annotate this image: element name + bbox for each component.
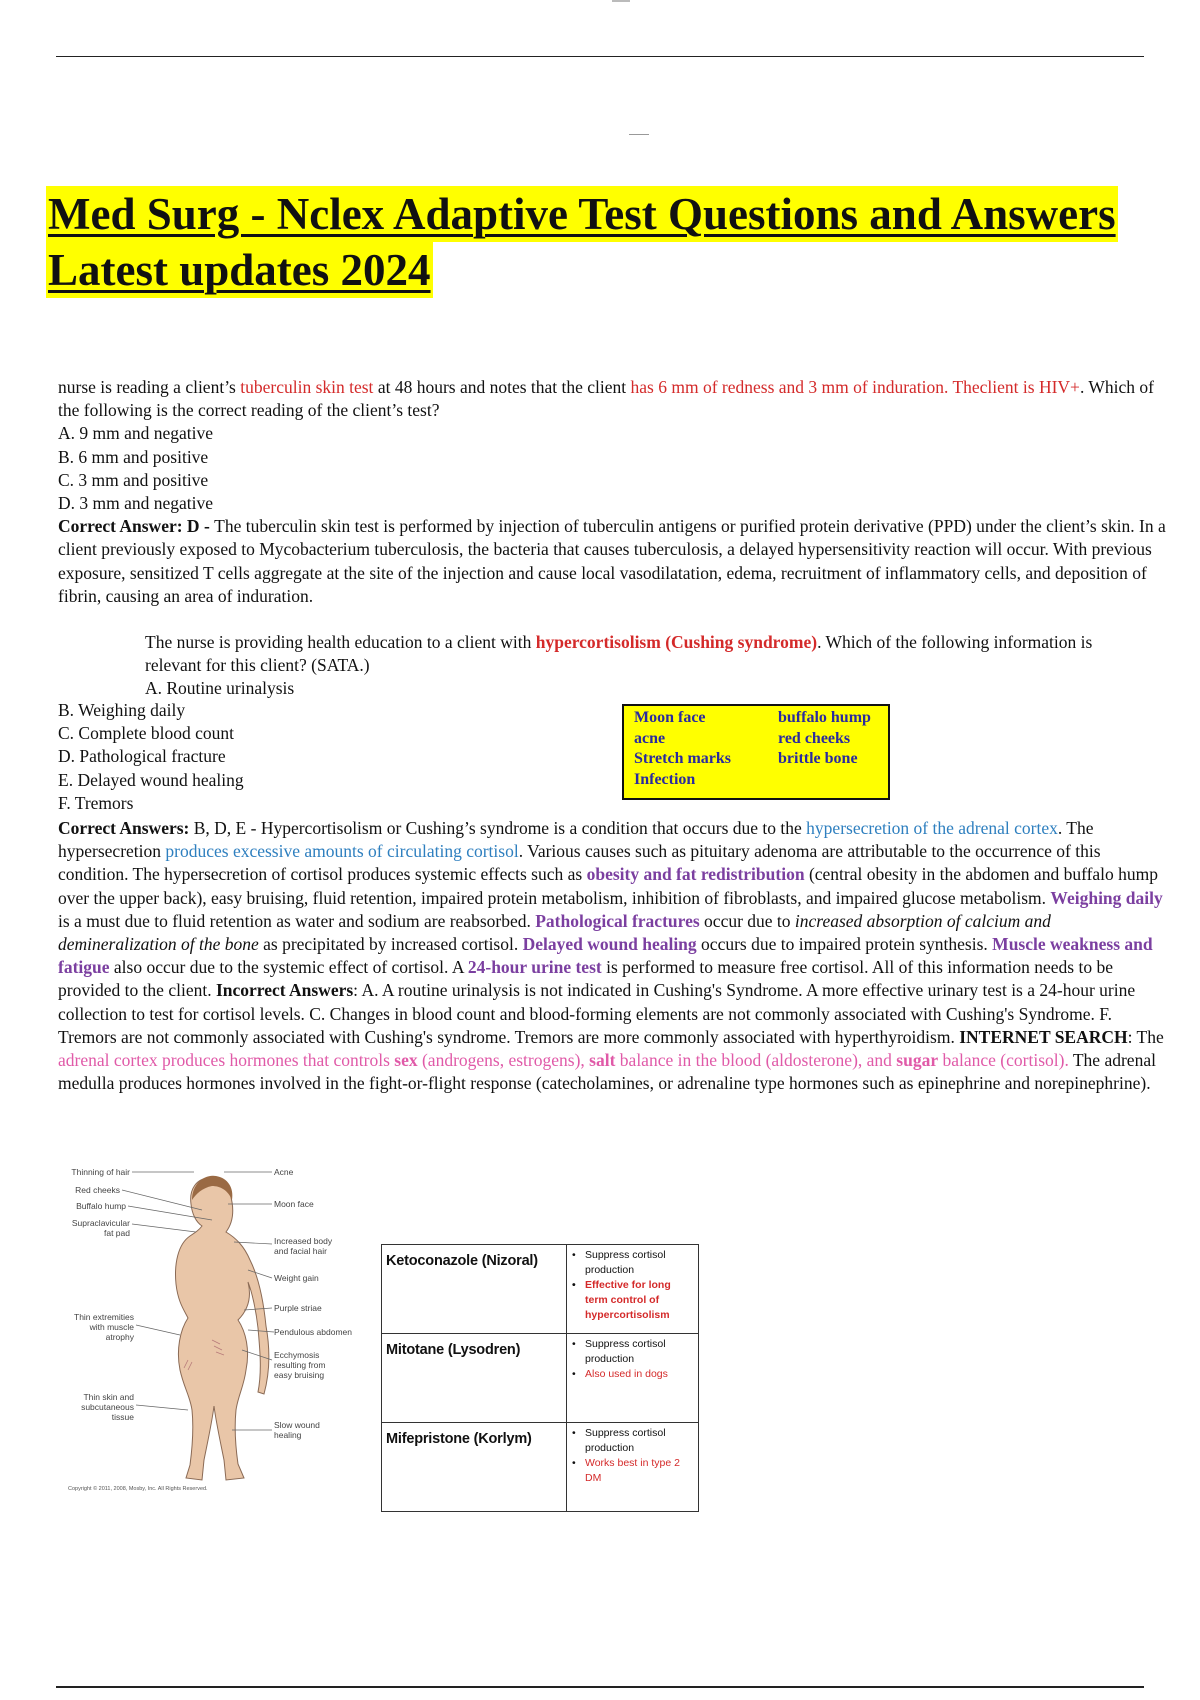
body-figure [176,1178,269,1480]
q2-internet-label: INTERNET SEARCH [959,1026,1128,1047]
signs-column-1 [634,708,731,790]
note-item: • Suppress cortisol production [585,1337,694,1367]
figure-copyright: Copyright © 2011, 2008, Mosby, Inc. All Rights Reserved. [68,1486,208,1492]
q2-answer-text: also occur due to the systemic effect of cortisol. A [109,957,468,978]
label-easy-bruising: easy bruising [274,1370,325,1380]
label-subcutaneous: subcutaneous [81,1402,134,1412]
label-atrophy: atrophy [105,1332,134,1342]
drug-name: Mifepristone (Korlym) [382,1423,567,1512]
sign-item: Infection [634,770,696,788]
document-title [46,186,1200,298]
separator-mark [629,134,649,135]
label-ecchymosis: Ecchymosis [274,1350,320,1360]
label-weight-gain: Weight gain [274,1273,319,1283]
q2-answer-text: : A. A routine urinalysis is not indicated in Cushing's Syndrome. A more effective urinary test is a 24-hour urine collection to test for cortisol levels. C. Changes in blood count and blood-forming elements are not commonly associated with Cushing's Syndrome. F. Tremors are not commonly associated with Cushing's syndrome. Tremors are more commonly associated with hyperthyroidism. [58,980,1136,1047]
q2-incorrect-label: Incorrect Answers [215,980,354,1001]
q2-answer-italic: increased absorption of calcium and demineralization of the bone [58,910,1051,955]
label-purple-striae: Purple striae [274,1303,322,1313]
drug-notes [567,1334,699,1423]
sign-item: buffalo hump [778,709,871,726]
q2-option-d: D. Pathological fracture [58,746,226,767]
question-1-stem [58,376,1166,422]
q2-answer-text: The adrenal medulla produces hormones involved in the fight-or-flight response (catecholamines, or adrenaline type hormones such as epinephrine and norepinephrine). [58,1050,1156,1094]
q2-option-b: B. Weighing daily [58,700,186,720]
q2-answer-text: (central obesity in the abdomen and buffalo hump over the upper back), easy bruising, fluid retention, impaired protein metabolism, inhibition of fibroblasts, and impaired glucose metabolism. [58,864,1159,908]
q1-answer [58,515,1166,608]
q2-answer-pink-bold: salt [589,1050,616,1071]
drug-name: Mitotane (Lysodren) [382,1334,567,1423]
note-item: • Works best in type 2 DM [585,1456,694,1486]
q2-answer-pink-bold: sex [394,1050,418,1071]
q2-answer-emphasis: Weighing daily [1050,887,1163,908]
q1-text: . Which of the following is the correct reading of the client’s test? [58,377,1154,421]
bottom-rule [56,1686,1144,1688]
q1-answer-text: The tuberculin skin test is performed by injection of tuberculin antigens or purified protein derivative (PPD) under the client’s skin. In a client previously exposed to Mycobacterium tuberculosis, the bacteria that causes tuberculosis, a delayed hypersensitivity reaction will occur. With previous exposure, sensitized T cells aggregate at the site of the injection and cause local vasodilatation, edema, recruitment of inflammatory cells, and deposition of fibrin, causing an area of induration. [58,516,1166,606]
medication-table [381,1244,699,1512]
cushing-signs-box [622,704,890,800]
q1-option-c: C. 3 mm and positive [58,469,209,490]
q2-answer-text: as precipitated by increased cortisol. [258,934,523,955]
label-moon-face: Moon face [274,1199,314,1209]
q2-answer-text: is a must due to fluid retention as water and sodium are reabsorbed. [58,910,536,931]
note-item: • Effective for long term control of hypercortisolism [585,1278,694,1323]
label-pendulous-abdomen: Pendulous abdomen [274,1327,352,1337]
q1-highlight-tst: tuberculin skin test [240,377,374,397]
sign-item: Stretch marks [634,750,732,767]
sign-item: red cheeks [778,729,851,747]
q2-option-f: F. Tremors [58,792,134,813]
question-2-options [58,699,378,815]
q2-answer-pink-bold: sugar [896,1050,939,1071]
q2-text: . Which of the following information is relevant for this client? (SATA.) [145,632,1093,676]
note-item: • Suppress cortisol production [585,1426,694,1456]
header-mark [612,0,630,2]
q1-option-b: B. 6 mm and positive [58,446,209,467]
q2-answer-pink: balance (cortisol). [938,1050,1069,1071]
label-thinning-hair: Thinning of hair [71,1167,130,1177]
q2-answer-emphasis: Pathological fractures [535,910,700,931]
cushing-illustration [62,1160,382,1495]
q2-answer-emphasis: Muscle weakness and fatigue [58,934,1153,978]
q1-highlight-findings: has 6 mm of redness and 3 mm of induration. Theclient is HIV+ [630,377,1080,397]
q2-answer-text: occur due to [699,910,795,931]
q2-answer [58,817,1168,1095]
q2-answer-pink: balance in the blood (aldosterone), and [615,1050,897,1071]
q2-answer-text: . Various causes such as pituitary adenoma are attributable to the occurrence of this condition. The hypersecretion of cortisol produces systemic effects such as [58,841,1101,885]
table-row [382,1334,699,1423]
q2-answer-highlight: produces excessive amounts of circulating cortisol [165,841,519,862]
sign-item: Moon face [634,709,706,726]
label-red-cheeks: Red cheeks [75,1185,120,1195]
label-with-muscle: with muscle [89,1322,134,1332]
q2-answer-emphasis: obesity and fat redistribution [586,864,805,885]
q2-option-e: E. Delayed wound healing [58,769,244,790]
table-row [382,1245,699,1334]
label-buffalo-hump: Buffalo hump [76,1201,126,1211]
q2-option-a: A. Routine urinalysis [145,678,295,699]
q1-option-a: A. 9 mm and negative [58,423,214,444]
q2-answer-text: : The [1127,1026,1164,1047]
label-resulting-from: resulting from [274,1360,326,1370]
note-item: • Also used in dogs [585,1367,694,1382]
q1-text: nurse is reading a client’s [58,377,241,397]
q1-answer-label: Correct Answer: D - [58,516,215,537]
q2-answer-highlight: hypersecretion of the adrenal cortex [806,818,1058,838]
q2-answer-pink: (androgens, estrogens), [417,1050,590,1071]
title-line-2: Latest updates 2024 [46,242,433,298]
q2-option-c: C. Complete blood count [58,723,234,744]
question-1 [58,376,1166,608]
label-supraclavicular: Supraclavicular [71,1218,130,1228]
label-healing: healing [274,1430,302,1440]
q2-answer-text: B, D, E - Hypercortisolism or Cushing’s syndrome is a condition that occurs due to the [189,818,807,838]
table-row [382,1423,699,1512]
q2-text: The nurse is providing health education to a client with [145,632,536,652]
figure-labels-left [71,1167,134,1422]
sign-item: acne [634,729,666,747]
note-item: • Suppress cortisol production [585,1248,694,1278]
q2-answer-text: . The hypersecretion [58,818,1094,862]
q2-highlight-condition: hypercortisolism (Cushing syndrome) [535,632,818,652]
label-thin-skin: Thin skin and [83,1392,134,1402]
q1-text: at 48 hours and notes that the client [373,377,631,397]
drug-notes [567,1245,699,1334]
q2-answer-text: is performed to measure free cortisol. All of this information needs to be provided to the client. [58,957,1113,1001]
label-tissue: tissue [111,1412,134,1422]
label-thin-extremities: Thin extremities [74,1312,134,1322]
label-fat-pad: fat pad [104,1228,130,1238]
sign-item: brittle bone [778,750,858,767]
label-increased-hair: Increased body [274,1236,333,1246]
q2-answer-pink: adrenal cortex produces hormones that controls [58,1050,395,1071]
q2-answer-emphasis: Delayed wound healing [522,934,697,955]
label-facial-hair: and facial hair [274,1246,327,1256]
q2-answer-emphasis: 24-hour urine test [467,957,602,978]
signs-column-2 [778,708,871,770]
q2-answer-label: Correct Answers: [58,818,190,838]
drug-notes [567,1423,699,1512]
label-acne: Acne [274,1167,294,1177]
drug-name: Ketoconazole (Nizoral) [382,1245,567,1334]
q2-answer-text: occurs due to impaired protein synthesis. [696,934,993,955]
question-2-stem [145,631,1135,701]
q1-option-d: D. 3 mm and negative [58,493,214,514]
top-rule [56,56,1144,57]
label-slow-wound: Slow wound [274,1420,320,1430]
figure-labels-right [274,1167,352,1440]
title-line-1: Med Surg - Nclex Adaptive Test Questions and Answers [46,186,1118,242]
